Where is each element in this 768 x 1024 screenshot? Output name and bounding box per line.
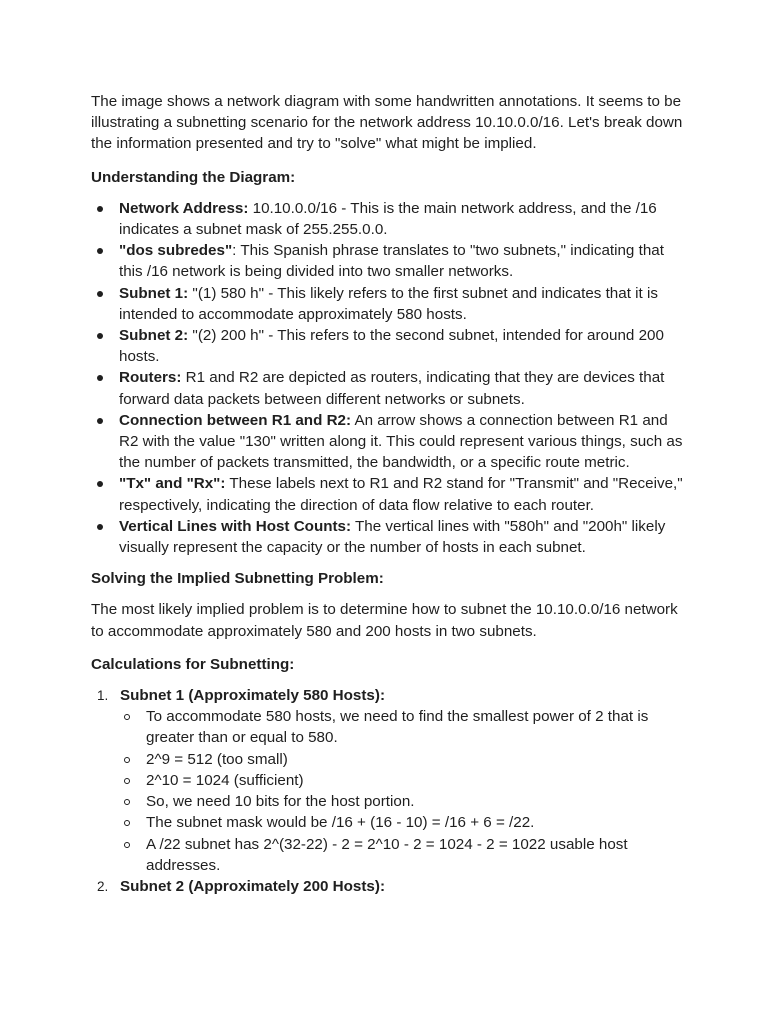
bullet-circle-icon [124, 820, 130, 826]
bullet-term: Routers: [119, 369, 182, 387]
bullet-circle-icon [124, 842, 130, 848]
sub-item-text: To accommodate 580 hosts, we need to find the smallest power of 2 that is greater than or equal to 580. [146, 708, 649, 747]
bullet-dot-icon [97, 418, 103, 424]
sub-item-text: So, we need 10 bits for the host portion. [146, 793, 415, 811]
bullet-text: The vertical lines with "580h" and "200h" likely visually represent the capacity or the number of hosts in each subnet. [119, 517, 666, 557]
list-item [91, 198, 688, 240]
bullet-dot-icon [97, 375, 103, 381]
bullet-text: These labels next to R1 and R2 stand for "Transmit" and "Receive," respectively, indicating the direction of data flow relative to each router. [119, 475, 683, 514]
bullet-circle-icon [124, 778, 130, 784]
bullet-term: Vertical Lines with Host Counts: [119, 517, 352, 535]
bullet-text: "(2) 200 h" - This refers to the second subnet, intended for around 200 hosts. [119, 327, 664, 366]
list-item [120, 834, 688, 876]
sub-item-text: 2^10 = 1024 (sufficient) [146, 771, 304, 789]
bullet-dot-icon [97, 333, 103, 339]
bullet-circle-icon [124, 757, 130, 763]
list-item [91, 410, 688, 474]
bullet-text: 10.10.0.0/16 - This is the main network address, and the /16 indicates a subnet mask of 255.255.0.0. [119, 199, 657, 239]
step-number: 1. [97, 688, 109, 704]
sub-item-text: The subnet mask would be /16 + (16 - 10) = /16 + 6 = /22. [146, 814, 535, 832]
list-item [91, 240, 688, 282]
bullet-dot-icon [97, 524, 103, 530]
intro-paragraph: The image shows a network diagram with some handwritten annotations. It seems to be illustrating a subnetting scenario for the network address 10.10.0.0/16. Let's break down the information presented and try to "solve" what might be implied. [91, 93, 683, 153]
diagram-bullet-list [91, 198, 688, 558]
bullet-dot-icon [97, 481, 103, 487]
list-item [91, 367, 688, 409]
bullet-circle-icon [124, 799, 130, 805]
bullet-term: Subnet 1: [119, 284, 189, 302]
bullet-text: "(1) 580 h" - This likely refers to the first subnet and indicates that it is intended to accommodate approximately 580 hosts. [119, 284, 658, 323]
step-title: Subnet 2 (Approximately 200 Hosts): [120, 877, 385, 895]
bullet-term: "dos subredes" [119, 242, 233, 260]
list-item [91, 325, 688, 367]
section-heading-solving: Solving the Implied Subnetting Problem: [91, 570, 384, 588]
bullet-text: : This Spanish phrase translates to "two subnets," indicating that this /16 network is being divided into two smaller networks. [119, 242, 664, 281]
list-item [91, 876, 688, 897]
bullet-dot-icon [97, 206, 103, 212]
sub-item-text: 2^9 = 512 (too small) [146, 750, 288, 768]
section-heading-understanding: Understanding the Diagram: [91, 168, 296, 186]
bullet-dot-icon [97, 248, 103, 254]
bullet-term: Network Address: [119, 199, 249, 217]
bullet-term: "Tx" and "Rx": [119, 475, 226, 493]
step-title: Subnet 1 (Approximately 580 Hosts): [120, 687, 385, 705]
list-item [120, 770, 688, 791]
list-item [91, 473, 688, 515]
calculation-steps-list [91, 685, 688, 897]
bullet-text: R1 and R2 are depicted as routers, indicating that they are devices that forward data packets between different networks or subnets. [119, 369, 665, 408]
section-heading-calculations: Calculations for Subnetting: [91, 655, 295, 673]
bullet-circle-icon [124, 714, 130, 720]
list-item [91, 685, 688, 876]
bullet-term: Subnet 2: [119, 327, 189, 345]
bullet-text: An arrow shows a connection between R1 and R2 with the value "130" written along it. This could represent various things, such as the number of packets transmitted, the bandwidth, or a specific route metric. [119, 411, 683, 472]
step-sub-list [120, 706, 688, 876]
bullet-dot-icon [97, 291, 103, 297]
list-item [91, 283, 688, 325]
list-item [120, 706, 688, 748]
list-item [120, 749, 688, 770]
list-item [120, 791, 688, 812]
solving-paragraph: The most likely implied problem is to determine how to subnet the 10.10.0.0/16 network to accommodate approximately 580 and 200 hosts in two subnets. [91, 601, 678, 640]
list-item [91, 516, 688, 558]
list-item [120, 812, 688, 833]
step-number: 2. [97, 878, 109, 894]
sub-item-text: A /22 subnet has 2^(32-22) - 2 = 2^10 - 2 = 1024 - 2 = 1022 usable host addresses. [146, 835, 628, 874]
bullet-term: Connection between R1 and R2: [119, 411, 352, 429]
